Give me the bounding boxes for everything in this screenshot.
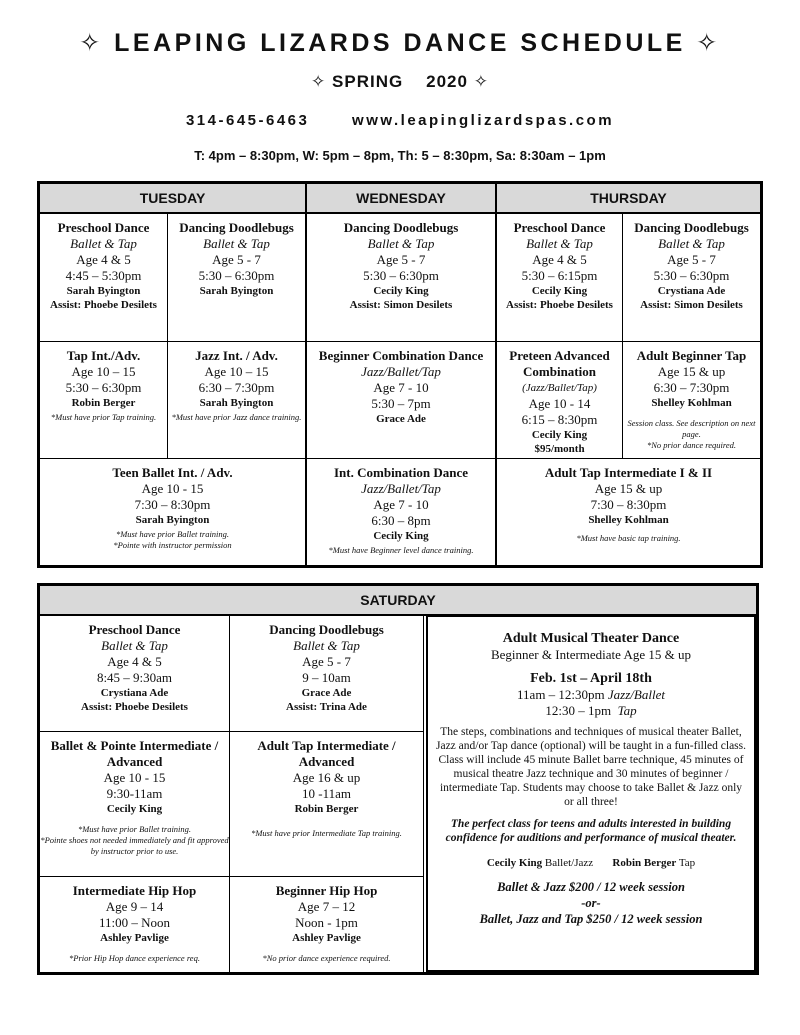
season-line: [0, 72, 800, 92]
theater-description: The steps, combinations and techniques of musical theater Ballet, Jazz and/or Tap dance (optional) will be taught in a fun-filled class. Class will include 45 minute Ballet barre technique, 45 minutes of musical theatre Jazz technique and 30 minutes of beginner / intermediate Tap. Students may choose to take Ballet & Jazz only or all three!: [435, 726, 747, 808]
class-cell: Dancing Doodlebugs Ballet & Tap Age 5 - 7 5:30 – 6:30pm Sarah Byington: [168, 214, 307, 342]
sparkle-icon: ✧: [311, 72, 327, 91]
theater-price: Ballet & Jazz $200 / 12 week session -or- Ballet, Jazz and Tap $250 / 12 week session: [479, 880, 703, 926]
class-cell: Dancing Doodlebugs Ballet & Tap Age 5 - 7 5:30 – 6:30pm Crystiana Ade Assist: Simon Desilets: [623, 214, 760, 342]
musical-theater-box: [426, 615, 756, 972]
class-cell: Adult Beginner Tap Age 15 & up 6:30 – 7:30pm Shelley Kohlman Session class. See description on next page. *No prior dance required.: [623, 342, 760, 459]
class-cell: Adult Tap Intermediate I & II Age 15 & up 7:30 – 8:30pm Shelley Kohlman *Must have basic tap training.: [544, 465, 713, 543]
page-title: ✧ LEAPING LIZARDS DANCE SCHEDULE ✧: [79, 29, 721, 57]
sparkle-icon: ✧: [696, 29, 721, 57]
theater-title: Adult Musical Theater Dance: [502, 631, 680, 646]
class-cell: Tap Int./Adv. Age 10 – 15 5:30 – 6:30pm Robin Berger *Must have prior Tap training.: [40, 342, 168, 459]
weekday-schedule-table: [37, 181, 763, 568]
class-cell: Ballet & Pointe Intermediate / Advanced Age 10 - 15 9:30-11am Cecily King *Must have prior Ballet training. *Pointe shoes not needed immediately and fit approved by instructor prior to use.: [40, 732, 230, 877]
class-cell: Beginner Hip Hop Age 7 – 12 Noon - 1pm Ashley Pavlige *No prior dance experience required.: [230, 877, 424, 972]
day-header-saturday: SATURDAY: [40, 586, 756, 616]
sparkle-icon: ✧: [473, 72, 489, 91]
class-cell: Jazz Int. / Adv. Age 10 – 15 6:30 – 7:30pm Sarah Byington *Must have prior Jazz dance training.: [168, 342, 307, 459]
theater-dates: Feb. 1st – April 18th: [530, 671, 652, 686]
class-cell: Int. Combination Dance Jazz/Ballet/Tap Age 7 - 10 6:30 – 8pm Cecily King *Must have Beginner level dance training.: [307, 459, 497, 565]
class-cell: Beginner Combination Dance Jazz/Ballet/Tap Age 7 - 10 5:30 – 7pm Grace Ade: [307, 342, 497, 459]
sparkle-icon: ✧: [79, 29, 104, 57]
season: SPRING: [332, 72, 404, 91]
class-cell: Adult Tap Intermediate / Advanced Age 16 & up 10 -11am Robin Berger *Must have prior Intermediate Tap training.: [230, 732, 424, 877]
class-cell: Dancing Doodlebugs Ballet & Tap Age 5 - 7 9 – 10am Grace Ade Assist: Trina Ade: [230, 616, 424, 732]
theater-time-1: 11am – 12:30pm Jazz/Ballet: [517, 687, 665, 702]
class-cell: Preteen Advanced Combination (Jazz/Ballet/Tap) Age 10 - 14 6:15 – 8:30pm Cecily King $95/month: [497, 342, 623, 459]
phone-number: 314-645-6463: [185, 112, 310, 129]
class-cell: Teen Ballet Int. / Adv. Age 10 - 15 7:30 – 8:30pm Sarah Byington *Must have prior Ballet training. *Pointe with instructor permission: [40, 459, 307, 565]
website: www.leapinglizardspas.com: [352, 112, 615, 129]
class-cell: Preschool Dance Ballet & Tap Age 4 & 5 4:45 – 5:30pm Sarah Byington Assist: Phoebe Desilets: [40, 214, 168, 342]
theater-teachers: Cecily King Ballet/Jazz Robin Berger Tap: [486, 857, 696, 869]
theater-level: Beginner & Intermediate Age 15 & up: [490, 647, 691, 662]
class-cell: Intermediate Hip Hop Age 9 – 14 11:00 – Noon Ashley Pavlige *Prior Hip Hop dance experience req.: [40, 877, 230, 972]
day-header-wednesday: WEDNESDAY: [307, 184, 497, 214]
theater-time-2: 12:30 – 1pm Tap: [545, 703, 637, 718]
class-cell: Preschool Dance Ballet & Tap Age 4 & 5 8:45 – 9:30am Crystiana Ade Assist: Phoebe Desilets: [40, 616, 230, 732]
studio-hours: T: 4pm – 8:30pm, W: 5pm – 8pm, Th: 5 – 8:30pm, Sa: 8:30am – 1pm: [194, 148, 606, 163]
class-cell: Dancing Doodlebugs Ballet & Tap Age 5 - 7 5:30 – 6:30pm Cecily King Assist: Simon Desilets: [307, 214, 497, 342]
year: 2020: [426, 72, 468, 91]
theater-pitch: The perfect class for teens and adults interested in building confidence for auditions and performance of musical theater.: [445, 818, 737, 844]
class-cell: Preschool Dance Ballet & Tap Age 4 & 5 5:30 – 6:15pm Cecily King Assist: Phoebe Desilets: [497, 214, 623, 342]
day-header-tuesday: TUESDAY: [40, 184, 307, 214]
contact-line: [0, 112, 800, 129]
day-header-thursday: THURSDAY: [497, 184, 760, 214]
